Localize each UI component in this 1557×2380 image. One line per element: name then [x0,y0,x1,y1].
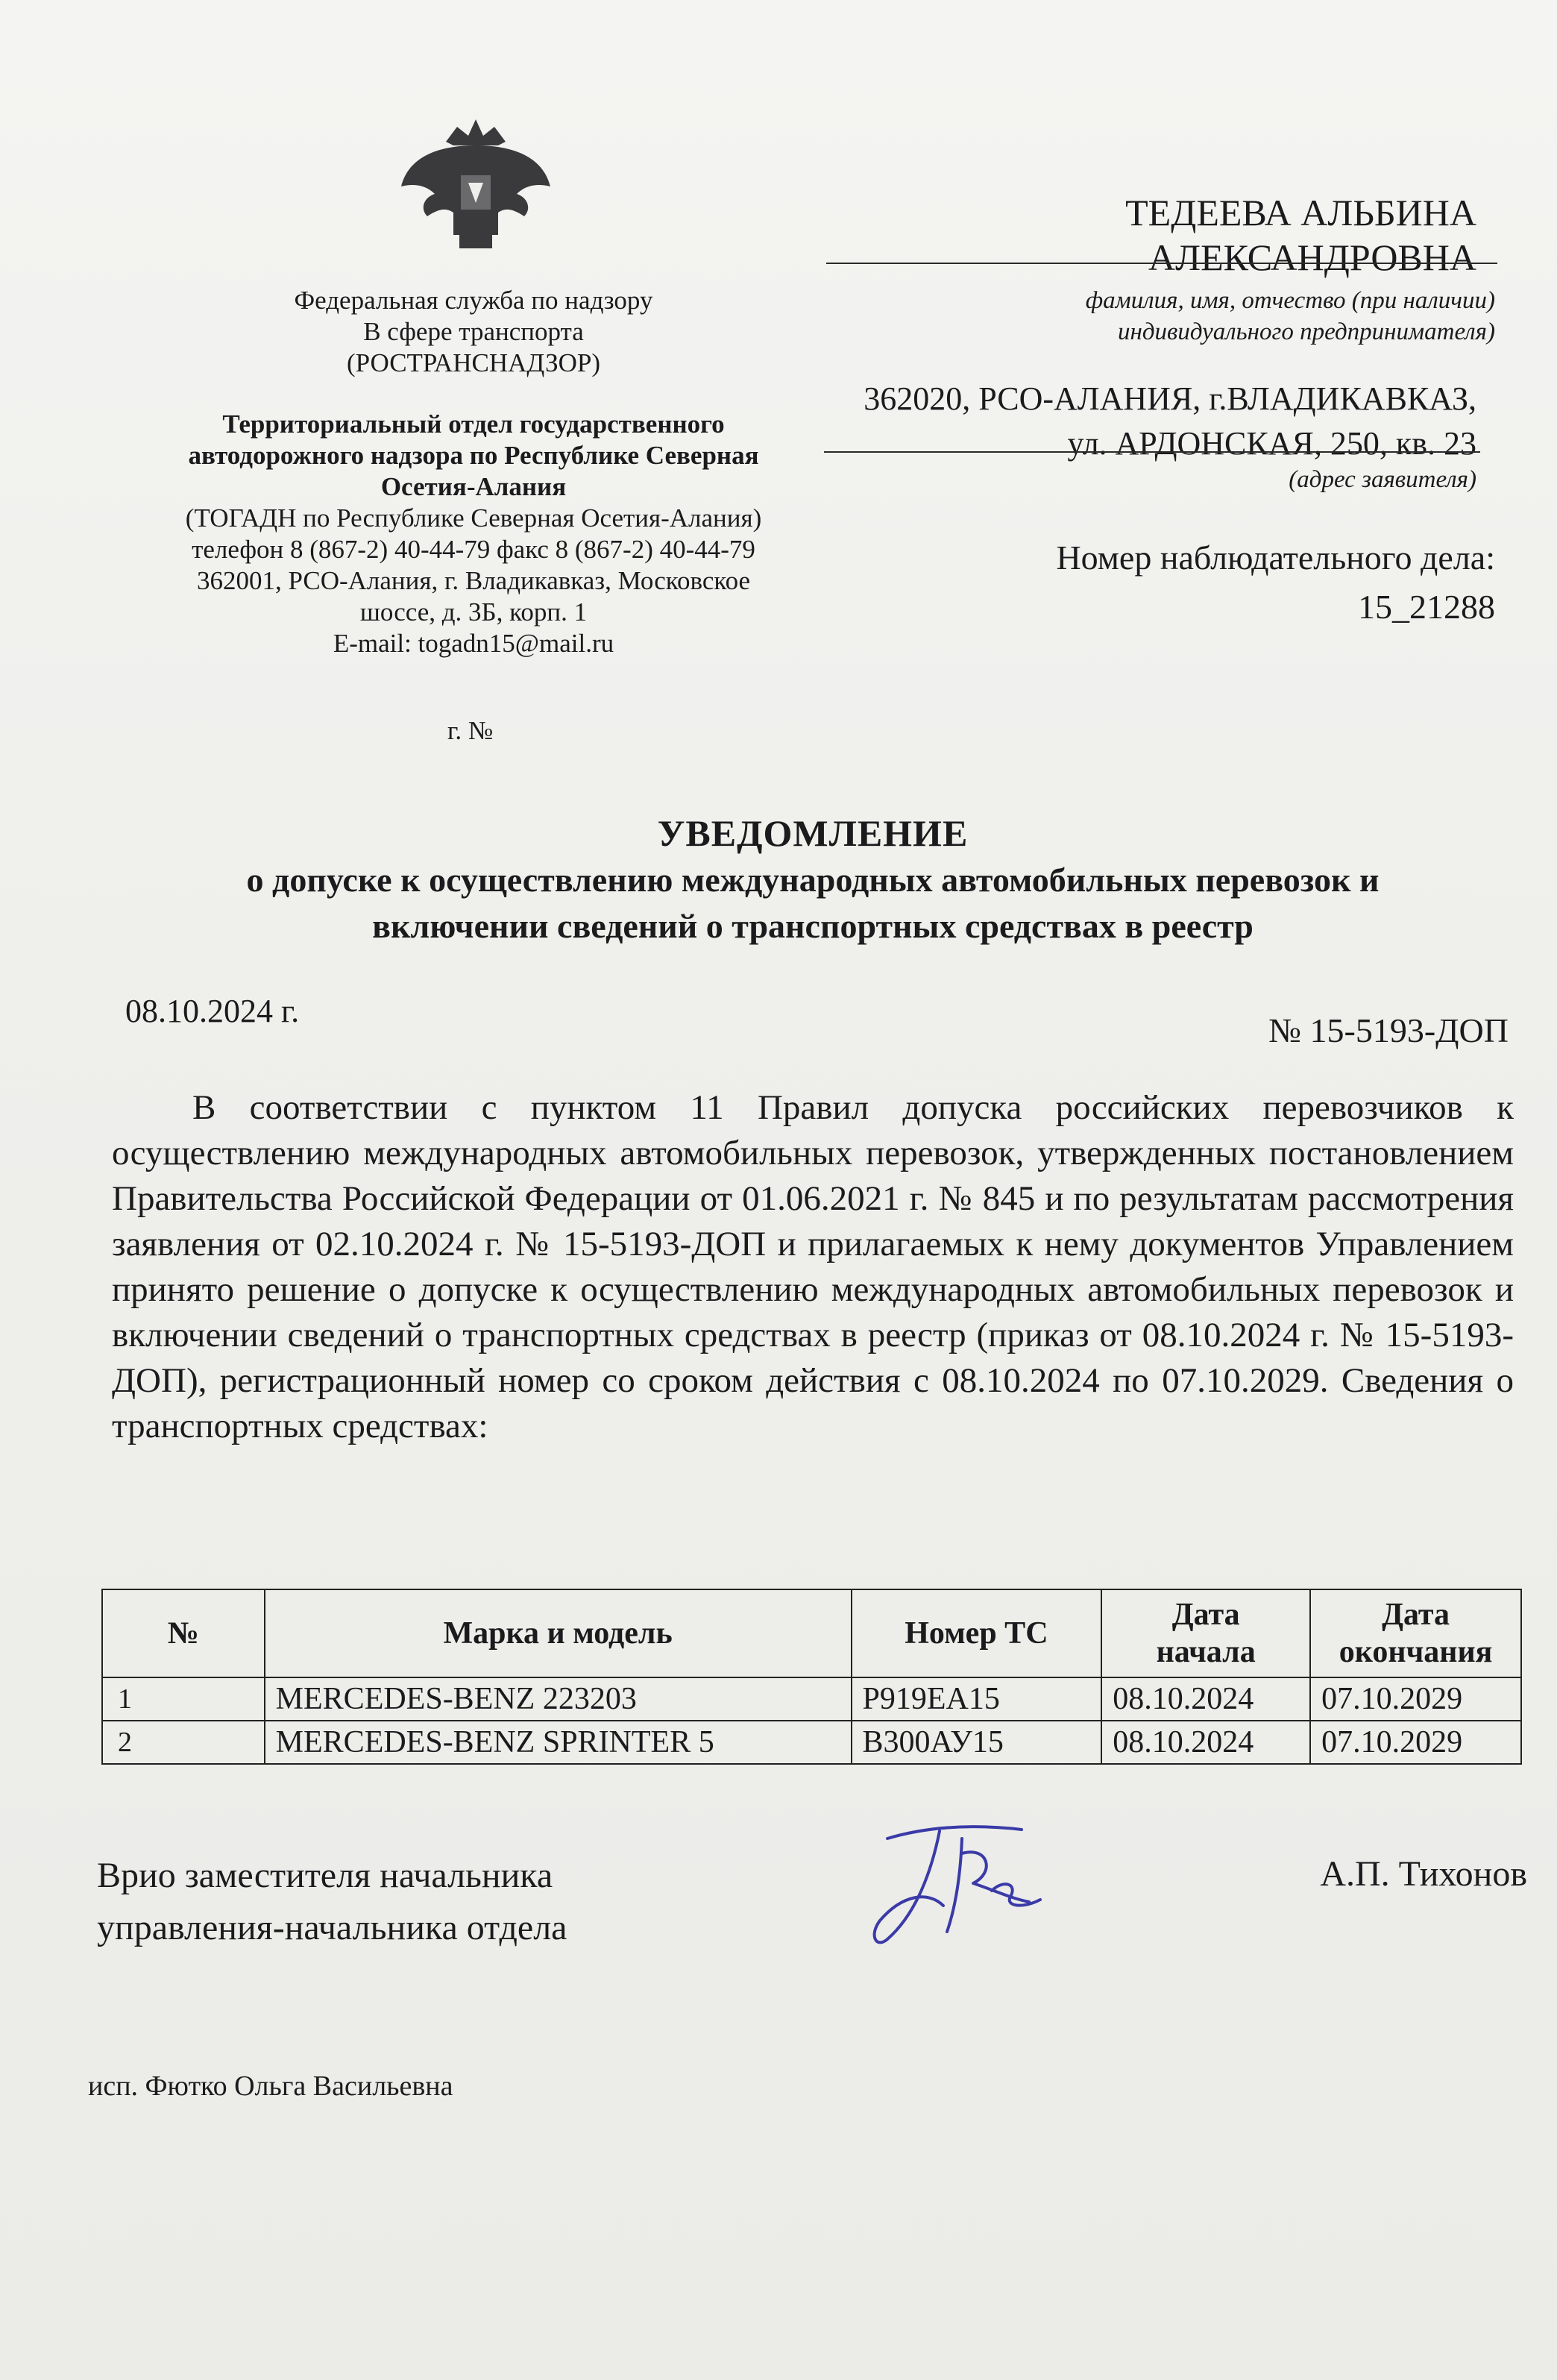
table-row [102,1677,1521,1721]
row-end-date: 07.10.2029 [1310,1721,1521,1764]
department-line-2: автодорожного надзора по Республике Северная [188,441,759,470]
document-title [119,809,1506,949]
document-date: 08.10.2024 г. [125,993,300,1029]
header-plate: Номер ТС [852,1589,1102,1677]
title-subtitle-line-2: включении сведений о транспортных средствах в реестр [372,907,1254,945]
authority-line-2: В сфере транспорта [363,317,584,346]
applicant-caption-line-1: фамилия, имя, отчество (при наличии) [1085,287,1495,314]
applicant-name-line-2: АЛЕКСАНДРОВНА [1148,236,1476,278]
header-model: Марка и модель [265,1589,852,1677]
applicant-name [828,190,1476,280]
row-number: 1 [102,1677,265,1721]
applicant-address-line-1: 362020, РСО-АЛАНИЯ, г.ВЛАДИКАВКАЗ, [864,380,1476,417]
department-line-1: Территориальный отдел государственного [222,409,725,439]
title-subtitle-line-1: о допуске к осуществлению международных автомобильных перевозок и [246,861,1380,899]
table-row [102,1721,1521,1764]
row-end-date: 07.10.2029 [1310,1677,1521,1721]
issuing-authority-block [119,285,828,659]
authority-line-1: Федеральная служба по надзору [294,286,653,315]
title-heading: УВЕДОМЛЕНИЕ [657,812,969,854]
row-start-date: 08.10.2024 [1101,1677,1310,1721]
applicant-address [820,377,1476,466]
case-number-label: Номер наблюдательного дела: [1056,539,1495,577]
row-start-date: 08.10.2024 [1101,1721,1310,1764]
case-number-value: 15_21288 [1358,588,1495,626]
address-caption: (адрес заявителя) [1289,466,1476,493]
signatory-position [97,1850,567,1954]
executor-name: исп. Фютко Ольга Васильевна [88,2070,453,2102]
row-model: MERCEDES-BENZ 223203 [265,1677,852,1721]
signatory-position-line-2: управления-начальника отдела [97,1908,567,1947]
department-abbreviation: (ТОГАДН по Республике Северная Осетия-Алания) [185,503,762,533]
registration-number-label: г. № [447,716,494,745]
signatory-position-line-1: Врио заместителя начальника [97,1856,553,1895]
document-number: № 15-5193-ДОП [1268,1011,1509,1049]
department-line-3: Осетия-Алания [380,472,567,501]
department-address-1: 362001, РСО-Алания, г. Владикавказ, Московское [196,566,751,595]
applicant-name-line-1: ТЕДЕЕВА АЛЬБИНА [1125,192,1476,233]
table-header-row [102,1589,1521,1677]
vehicles-table [101,1589,1522,1765]
case-number-block [895,533,1495,632]
applicant-address-line-2: ул. АРДОНСКАЯ, 250, кв. 23 [1067,425,1476,462]
header-start-date: Дата начала [1101,1589,1310,1677]
applicant-caption-line-2: индивидуального предпринимателя) [1117,318,1495,345]
row-number: 2 [102,1721,265,1764]
applicant-name-underline [826,263,1497,264]
department-address-2: шоссе, д. 3Б, корп. 1 [359,597,588,627]
row-plate: В300АУ15 [852,1721,1102,1764]
department-phone: телефон 8 (867-2) 40-44-79 факс 8 (867-2) 40-44-79 [192,535,755,564]
notification-body-text: В соответствии с пунктом 11 Правил допуска российских перевозчиков к осуществлению международных автомобильных перевозок, утвержденных постановлением Правительства Российской Федерации от 01.06.2021 г. № 845 и по результатам рассмотрения заявления от 02.10.2024 г. № 15-5193-ДОП и прилагаемых к нему документов Управлением принято решение о допуске к осуществлению международных автомобильных перевозок и включении сведений о транспортных средствах в реестр (приказ от 08.10.2024 г. № 15-5193-ДОП), регистрационный номер со сроком действия с 08.10.2024 по 07.10.2029. Сведения о транспортных средствах: [112,1088,1514,1445]
applicant-caption [828,285,1495,348]
header-number: № [102,1589,265,1677]
authority-line-3: (РОСТРАНСНАДЗОР) [346,348,601,377]
signer-name: А.П. Тихонов [1320,1854,1527,1894]
row-model: MERCEDES-BENZ SPRINTER 5 [265,1721,852,1764]
address-underline [824,451,1480,453]
handwritten-signature [858,1809,1051,1958]
row-plate: Р919ЕА15 [852,1677,1102,1721]
department-email: E-mail: togadn15@mail.ru [333,629,614,658]
header-end-date: Дата окончания [1310,1589,1521,1677]
coat-of-arms-emblem [394,112,558,254]
